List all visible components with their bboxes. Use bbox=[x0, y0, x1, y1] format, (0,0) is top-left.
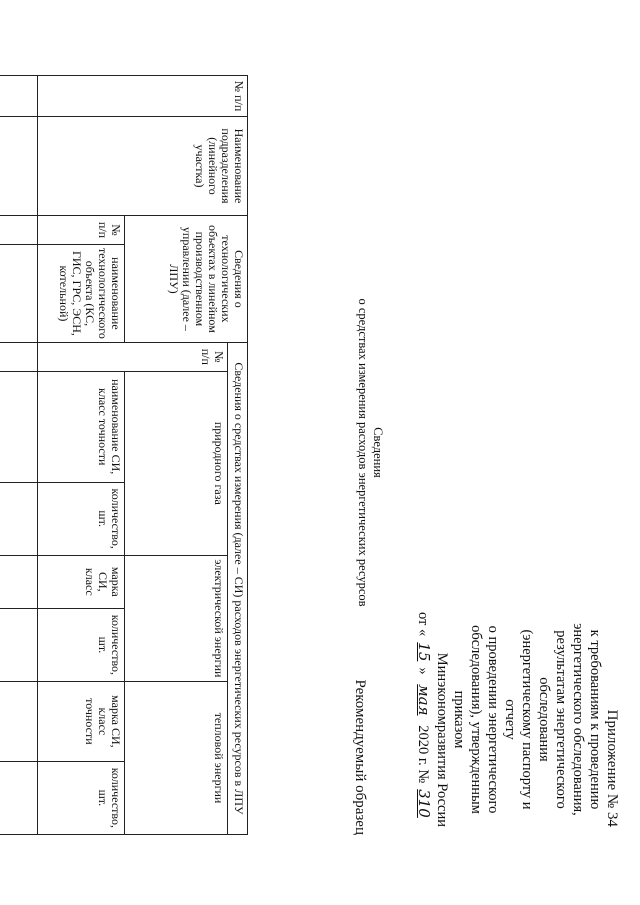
appendix-line: о проведении энергетического bbox=[485, 625, 501, 814]
appendix-line: (энергетическому паспорту и отчету bbox=[502, 629, 535, 810]
table-cell bbox=[0, 216, 38, 245]
document-title bbox=[355, 0, 385, 905]
table-cell bbox=[0, 371, 38, 482]
table-cell bbox=[0, 682, 38, 762]
table-cell bbox=[0, 117, 38, 216]
order-signature-line bbox=[414, 612, 432, 827]
header-heat-brand: марка СИ, класс точности bbox=[38, 682, 125, 762]
appendix-line: обследования bbox=[536, 677, 552, 762]
title-main: Сведения bbox=[371, 427, 385, 478]
meters-table bbox=[0, 75, 248, 835]
table-cell bbox=[0, 555, 38, 608]
appendix-header bbox=[414, 612, 620, 827]
title-sub: о средствах измерения расходов энергетических ресурсов bbox=[356, 298, 370, 607]
order-month: мая bbox=[415, 684, 433, 716]
table-cell bbox=[0, 342, 38, 371]
header-subdivision: Наименование подразделения (линейного участка) bbox=[38, 117, 248, 216]
header-meters: Сведения о средствах измерения (далее – СИ) расходов энергетических ресурсов в ЛПУ bbox=[228, 342, 248, 834]
appendix-line: энергетического обследования, bbox=[570, 623, 586, 816]
header-heat: тепловой энергии bbox=[125, 682, 228, 835]
header-gas: природного газа bbox=[125, 371, 228, 555]
appendix-line: Минэкономразвития России bbox=[434, 652, 450, 827]
order-day: 15 bbox=[415, 642, 433, 662]
table-cell bbox=[0, 761, 38, 834]
header-objects-name: наименование технологического объекта (КС, ГИС, ГРС, ЭСН, котельной) bbox=[38, 245, 125, 343]
header-gas-qty: количество, шт. bbox=[38, 482, 125, 555]
table-cell bbox=[0, 76, 38, 117]
header-electric-brand: марка СИ, класс bbox=[38, 555, 125, 608]
order-number: 310 bbox=[415, 789, 433, 818]
header-objects-pp: № п/п bbox=[38, 216, 125, 245]
appendix-line: к требованиям к проведению bbox=[587, 629, 603, 810]
appendix-line: обследования), утвержденным приказом bbox=[451, 625, 484, 814]
header-objects: Сведения о технологических объектах в линейном производственном управлении (далее – ЛПУ) bbox=[125, 216, 248, 343]
header-meters-pp: № п/п bbox=[38, 342, 228, 371]
order-date-mid: » bbox=[415, 667, 431, 675]
header-pp: № п/п bbox=[38, 76, 248, 117]
header-electric: электрической энергии bbox=[125, 555, 228, 681]
table-header-row bbox=[228, 76, 248, 835]
appendix-line: результатам энергетического bbox=[553, 630, 569, 809]
appendix-number: Приложение № 34 bbox=[604, 709, 620, 827]
table-cell bbox=[0, 482, 38, 555]
header-heat-qty: количество, шт. bbox=[38, 761, 125, 834]
header-electric-qty: количество, шт. bbox=[38, 608, 125, 681]
table-cell bbox=[0, 608, 38, 681]
header-gas-name: наименование СИ, класс точности bbox=[38, 371, 125, 482]
recommended-sample-label: Рекомендуемый образец bbox=[352, 679, 368, 835]
table-cell bbox=[0, 245, 38, 343]
order-date-prefix: от « bbox=[415, 612, 431, 637]
table-row bbox=[0, 76, 38, 835]
order-year: 2020 г. № bbox=[415, 725, 431, 784]
